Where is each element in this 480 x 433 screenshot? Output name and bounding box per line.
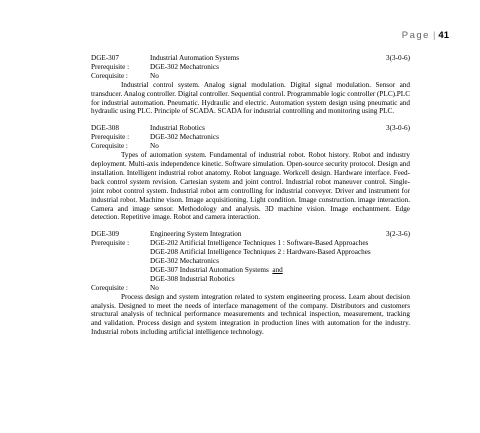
course-header: [91, 54, 410, 63]
corequisite-label: Corequisite :: [91, 142, 128, 151]
course-code: DGE-309: [91, 230, 119, 239]
prerequisite-label: Prerequisite :: [91, 133, 130, 142]
prerequisite-item-with-and: [150, 266, 410, 275]
course-code: DGE-307: [91, 54, 119, 62]
prerequisite-row: [91, 239, 410, 284]
course-header: [91, 124, 410, 133]
course-dge-307: [91, 54, 410, 116]
course-credits: 3(2-3-6): [386, 230, 410, 239]
prerequisite-item: DGE-308 Industrial Robotics: [150, 274, 235, 283]
prerequisite-item: DGE-302 Mechatronics: [150, 257, 219, 266]
corequisite-row: [91, 284, 410, 293]
corequisite-label: Corequisite :: [91, 71, 128, 80]
course-title: Industrial Automation Systems: [150, 54, 240, 62]
page-word: Page: [401, 30, 430, 41]
prerequisite-row: [91, 133, 410, 142]
corequisite-value: No: [150, 283, 159, 292]
course-description: Industrial control system. Analog signal modulation. Digital signal modulation. Sensor and transducer. Analog controller. Digital controller. Sequential control. Programmable logic controller (PLC).PLC for industrial automation. Pneumatic. Hydraulic and electric. Automation system design using pneumatic and hydraulic using PLC. Principle of SCADA. SCADA for industrial controlling and monitoring using PLC.: [91, 80, 410, 116]
course-list: [91, 54, 410, 345]
prerequisite-item: DGE-202 Artificial Intelligence Techniques 1 : Software-Based Approaches: [150, 239, 369, 248]
corequisite-row: [91, 142, 410, 151]
prerequisite-item: DGE-307 Industrial Automation Systems: [150, 265, 269, 274]
course-dge-308: [91, 124, 410, 222]
page-number: 41: [438, 30, 449, 41]
prerequisite-item: DGE-302 Mechatronics: [150, 133, 219, 142]
course-credits: 3(3-0-6): [386, 54, 410, 62]
corequisite-value: No: [150, 71, 159, 80]
prerequisite-item: DGE-302 Mechatronics: [150, 62, 219, 71]
corequisite-value: No: [150, 142, 159, 151]
page-number-header: [402, 30, 449, 41]
course-title: Industrial Robotics: [150, 124, 205, 133]
corequisite-row: [91, 72, 410, 81]
corequisite-label: Corequisite :: [91, 283, 128, 292]
and-word: and: [272, 265, 283, 274]
prerequisite-label: Prerequisite :: [91, 239, 130, 248]
course-credits: 3(3-0-6): [386, 124, 410, 133]
course-description: Types of automation system. Fundamental of industrial robot. Robot history. Robot and industry deployment. Multi-axis independence kinetic. Software simulation. Open-source security protocol. Design and installation. Intelligent industrial robot anatomy. Robot language. Workcell design. Hardware interface. Feed-back control system revision. Cartesian system and joint control. Industrial robot maneuver control. Single-joint robot control system. Industrial robot arm controlling for industrial conveyer. Driver and instrument for industrial robot. Machine vison. Image acquisitioning. Light condition. Image construction. image interaction. Camera and image sensor. Methodology and analysis. 3D machine vision. Image enchantment. Edge detection. Repetitive image. Robot and camera interaction.: [91, 151, 410, 222]
course-title: Engineering System Integration: [150, 230, 242, 239]
prerequisite-label: Prerequisite :: [91, 62, 130, 71]
prerequisite-item: DGE-208 Artificial Intelligence Techniques 2 : Hardware-Based Approaches: [150, 248, 371, 257]
prerequisite-row: [91, 63, 410, 72]
course-dge-309: [91, 230, 410, 337]
page-separator: |: [432, 30, 436, 41]
prerequisite-list: [150, 239, 410, 284]
course-header: [91, 230, 410, 239]
course-code: DGE-308: [91, 124, 119, 133]
course-description: Process design and system integration related to system engineering process. Learn about decision analysis. Designed to meet the needs of interface management of the company. Distributors and customers structural analysis of technical performance measurements and technical inspection, measurement, tracking and validation. Process design and system integration in production lines with automation for the industry. Industrial robots including artificial intelligence technology.: [91, 292, 410, 337]
